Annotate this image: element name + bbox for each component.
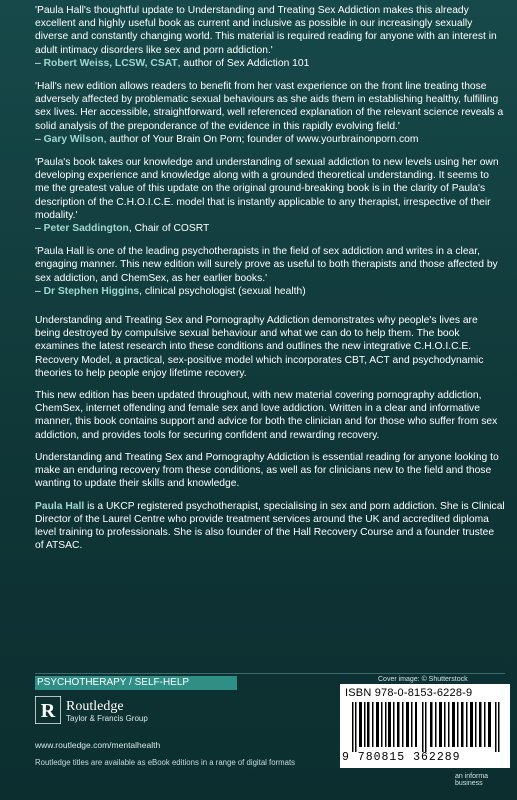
endorsements — [35, 4, 505, 298]
quote-attribution — [35, 222, 505, 235]
endorser-role: , author of Sex Addiction 101 — [177, 57, 310, 69]
endorsement-quote — [35, 4, 505, 70]
isbn-number: ISBN 978-0-8153-6228-9 — [345, 687, 473, 699]
quote-text: 'Hall's new edition allows readers to benefit from her vast experience on the front line treating those adversely affected by problematic sexual behaviours as she aids them in establishing healthy, fulfilling sex lives. Her accessible, straightforward, well referenced explanation of the relevant science reveals a solid analysis of the preponderance of the evidence in this rapidly evolving field.' — [35, 81, 504, 132]
divider — [35, 673, 505, 674]
endorser-role: , author of Your Brain On Porn; founder of www.yourbrainonporn.com — [103, 133, 419, 145]
author-bio — [35, 500, 505, 553]
publisher-name: Routledge — [66, 699, 124, 714]
quote-text: 'Paula Hall's thoughtful update to Understanding and Treating Sex Addiction makes this already excellent and highly useful book as current and inclusive as possible in our increasingly sexually diverse and constantly changing world. This material is required reading for anyone with an interest in adult intimacy disorders like sex and porn addiction.' — [35, 5, 497, 56]
endorsement-quote — [35, 156, 505, 235]
publisher-url: www.routledge.com/mentalhealth — [35, 740, 161, 750]
svg-text:R: R — [40, 700, 56, 722]
quote-text: 'Paula's book takes our knowledge and understanding of sexual addiction to new levels using her own developing experience and knowledge along with a grounded theoretical understanding. It seems to me the greatest value of this update on the original ground-breaking book is in the clarity of Paula's description of the C.H.O.I.C.E. model that is instantly applicable to any therapist, irrespective of their modality.' — [35, 157, 499, 221]
endorser-role: , clinical psychologist (sexual health) — [139, 285, 306, 297]
barcode-box — [340, 684, 510, 768]
endorser-name: Dr Stephen Higgins — [43, 285, 140, 297]
subject-category: PSYCHOTHERAPY / SELF-HELP — [35, 676, 237, 690]
ebook-note: Routledge titles are available as eBook editions in a range of digital formats — [35, 758, 296, 767]
cover-image-credit: Cover image: © Shutterstock — [378, 676, 468, 683]
endorsement-quote — [35, 245, 505, 298]
endorser-role: , Chair of COSRT — [128, 223, 210, 235]
quote-attribution — [35, 133, 505, 146]
publisher-wordmark — [66, 699, 148, 724]
routledge-logo-icon — [35, 696, 61, 724]
book-description — [35, 314, 505, 552]
informa-tagline: an informa business — [455, 773, 489, 787]
barcode-digits: 9 780815 362289 — [342, 751, 461, 764]
cover-text — [35, 4, 505, 561]
publisher-subtitle: Taylor & Francis Group — [66, 714, 148, 723]
dash: – — [35, 285, 44, 297]
description-paragraph: This new edition has been updated throughout, with new material covering pornography addiction, ChemSex, internet offending and female sex and love addiction. Written in a clear and informative manner, this book contains support and advice for both the clinician and for those who suffer from sex addiction, and provides tools for securing confident and rewarding recovery. — [35, 390, 498, 441]
dash: – — [35, 57, 44, 69]
author-name: Paula Hall — [35, 500, 85, 512]
endorser-name: Robert Weiss, LCSW, CSAT — [43, 57, 178, 69]
endorser-name: Gary Wilson — [43, 133, 104, 145]
quote-attribution — [35, 57, 505, 70]
quote-attribution — [35, 285, 505, 298]
barcode-icon — [352, 702, 502, 752]
description-paragraph: Understanding and Treating Sex and Pornography Addiction demonstrates why people's lives are being destroyed by compulsive sexual behaviour and what we can do to help them. The book examines the latest research into these conditions and outlines the new integrative C.H.O.I.C.E. Recovery Model, a practical, sex-positive model which incorporates CBT, ACT and psychodynamic theories to help people enjoy lifetime recovery. — [35, 315, 484, 379]
endorser-name: Peter Saddington — [43, 223, 129, 235]
quote-text: 'Paula Hall is one of the leading psychotherapists in the field of sex addiction and writes in a clear, engaging manner. This new edition will surely prove as useful to both therapists and those affected by sex addiction, and ChemSex, as her earlier books.' — [35, 246, 498, 284]
endorsement-quote — [35, 80, 505, 146]
dash: – — [35, 133, 44, 145]
description-paragraph: Understanding and Treating Sex and Pornography Addiction is essential reading for anyone looking to make an enduring recovery from these conditions, as well as for clinicians new to the field and those wanting to update their skills and knowledge. — [35, 451, 499, 490]
dash: – — [35, 223, 44, 235]
author-bio-text: is a UKCP registered psychotherapist, specialising in sex and porn addiction. She is Clinical Director of the Laurel Centre who provide treatment services around the UK and accredited diploma level training to professionals. She is also founder of the Hall Recovery Course and a founder trustee of ATSAC. — [35, 500, 505, 552]
